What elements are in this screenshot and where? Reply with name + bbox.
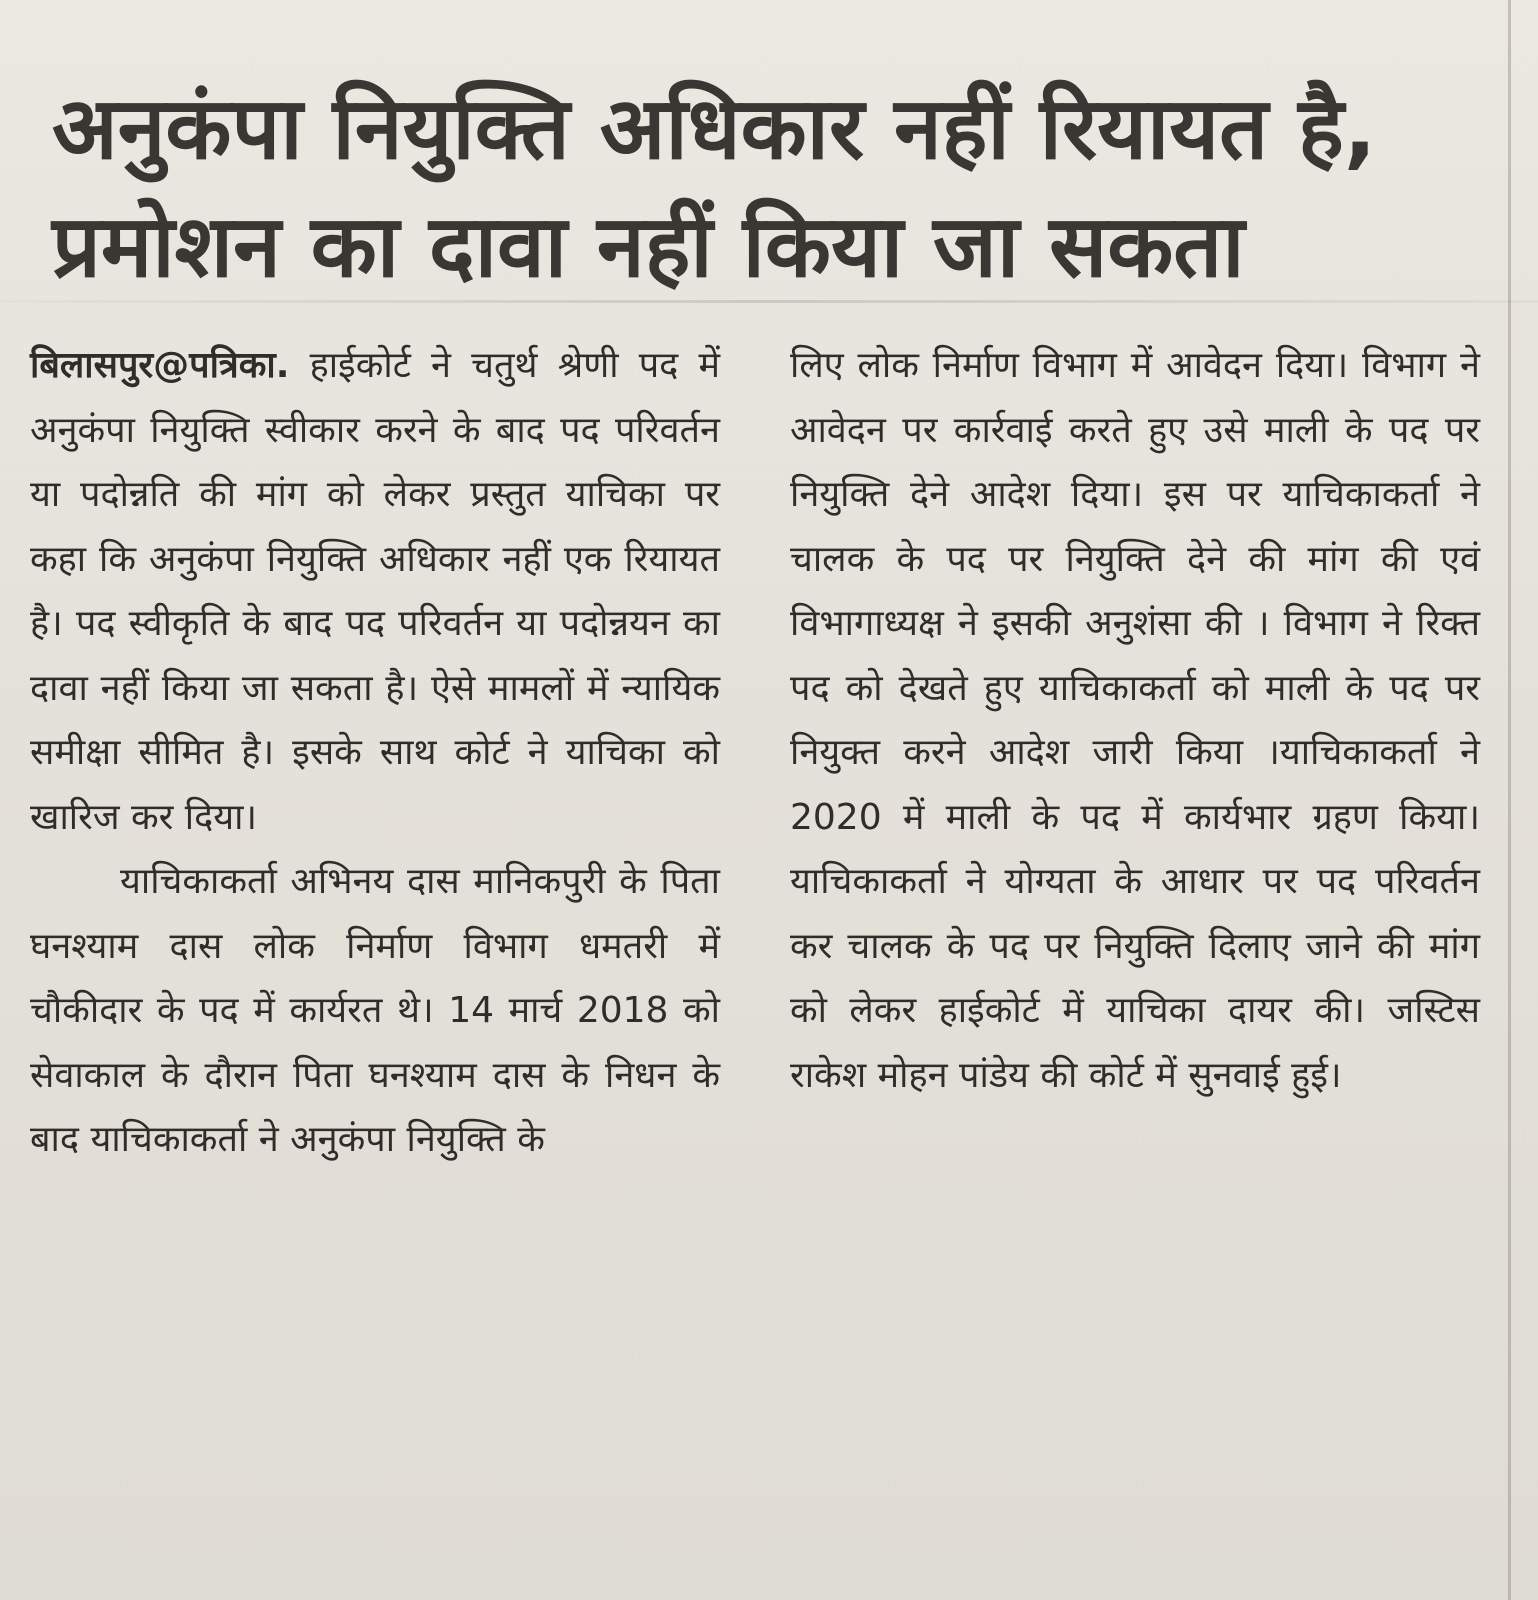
article-paragraph-1 [30, 334, 720, 850]
page-edge [1508, 0, 1511, 1600]
headline [52, 70, 1462, 306]
article-column-right [790, 334, 1480, 1108]
article-paragraph-2: याचिकाकर्ता अभिनय दास मानिकपुरी के पिता घनश्याम दास लोक निर्माण विभाग धमतरी में चौकीदार के पद में कार्यरत थे। 14 मार्च 2018 को सेवाकाल के दौरान पिता घनश्याम दास के निधन के बाद याचिकाकर्ता ने अनुकंपा नियुक्ति के [30, 861, 720, 1160]
article-column-left [30, 334, 720, 1173]
dateline: बिलासपुर@पत्रिका. [30, 345, 290, 386]
headline-line-1: अनुकंपा नियुक्ति अधिकार नहीं रियायत है, [52, 79, 1377, 179]
article-paragraph-3: लिए लोक निर्माण विभाग में आवेदन दिया। विभाग ने आवेदन पर कार्रवाई करते हुए उसे माली के पद पर नियुक्ति देने आदेश दिया। इस पर याचिकाकर्ता ने चालक के पद पर नियुक्ति देने की मांग की एवं विभागाध्यक्ष ने इसकी अनुशंसा की । विभाग ने रिक्त पद को देखते हुए याचिकाकर्ता को माली के पद पर नियुक्त करने आदेश जारी किया ।याचिकाकर्ता ने 2020 में माली के पद में कार्यभार ग्रहण किया। याचिकाकर्ता ने योग्यता के आधार पर पद परिवर्तन कर चालक के पद पर नियुक्ति दिलाए जाने की मांग को लेकर हाईकोर्ट में याचिका दायर की। जस्टिस राकेश मोहन पांडेय की कोर्ट में सुनवाई हुई। [790, 345, 1480, 1096]
paragraph-1-text: हाईकोर्ट ने चतुर्थ श्रेणी पद में अनुकंपा नियुक्ति स्वीकार करने के बाद पद परिवर्तन या पदोन्नति की मांग को लेकर प्रस्तुत याचिका पर कहा कि अनुकंपा नियुक्ति अधिकार नहीं एक रियायत है। पद स्वीकृति के बाद पद परिवर्तन या पदोन्नयन का दावा नहीं किया जा सकता है। ऐसे मामलों में न्यायिक समीक्षा सीमित है। इसके साथ कोर्ट ने याचिका को खारिज कर दिया। [30, 345, 721, 838]
headline-line-2: प्रमोशन का दावा नहीं किया जा सकता [52, 197, 1245, 297]
